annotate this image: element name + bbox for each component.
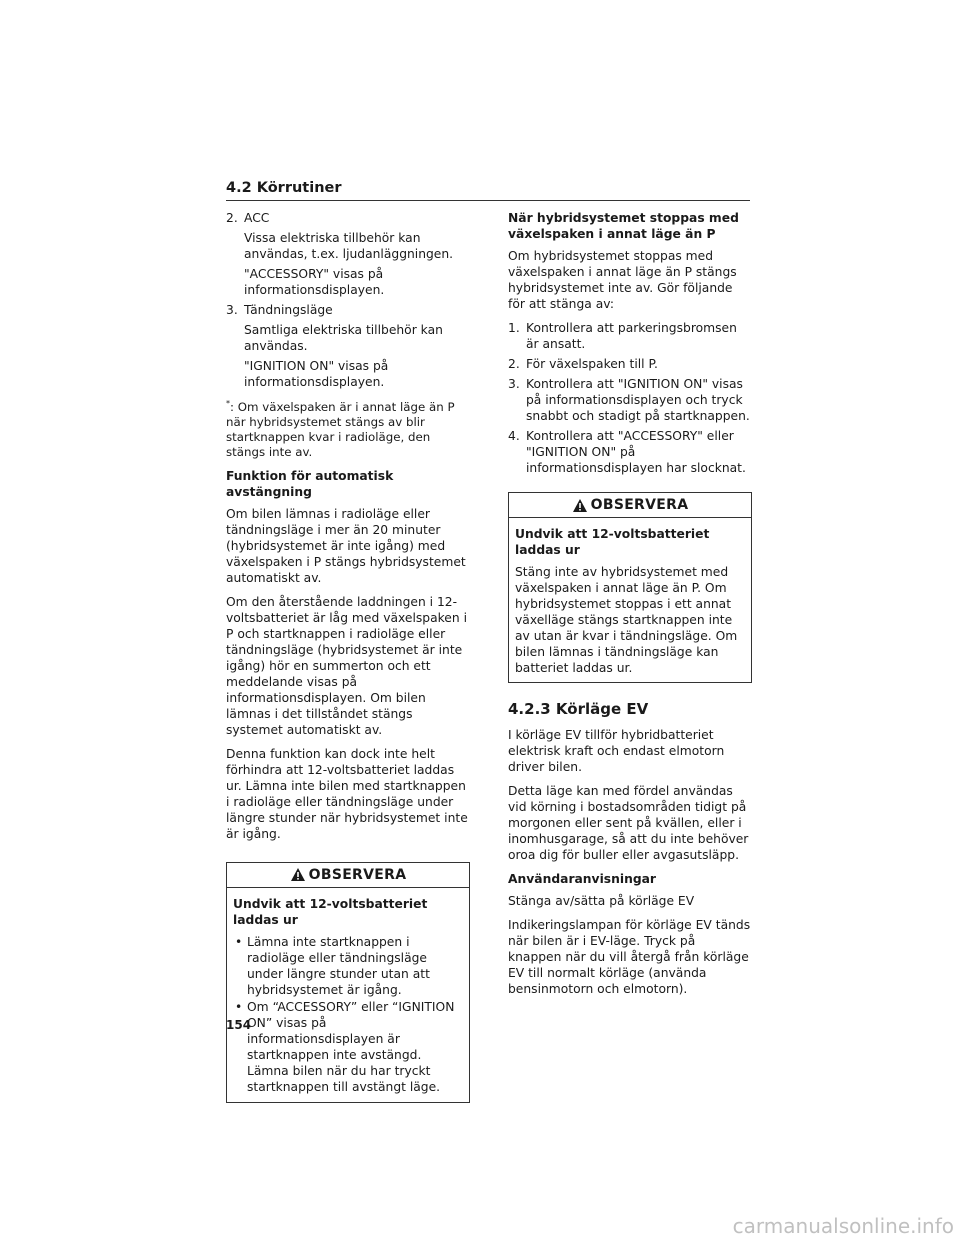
item-number: 1. xyxy=(508,321,520,335)
paragraph: Indikeringslampan för körläge EV tänds när bilen är i EV-läge. Tryck på knappen när du vill återgå från körläge EV till normalt körläge (använda bensinmotorn och elmotorn). xyxy=(508,918,751,996)
warning-icon xyxy=(290,867,306,882)
section-title-ev-mode: 4.2.3 Körläge EV xyxy=(508,700,649,718)
list-item: • Lämna inte startknappen i radioläge eller tändningsläge under längre stunder utan att hybridsystemet är igång. xyxy=(233,934,463,998)
item-title: ACC xyxy=(244,211,270,225)
list-item: • Om “ACCESSORY” eller “IGNITION ON” visas på informationsdisplayen är startknappen inte avstängd. Lämna bilen när du har tryckt startknappen till avstängt läge. xyxy=(233,999,463,1095)
notice-title: Undvik att 12-voltsbatteriet laddas ur xyxy=(233,896,428,927)
item-sub: "ACCESSORY" visas på informationsdisplayen. xyxy=(244,267,385,297)
subheading-auto-off: Funktion för automatisk avstängning xyxy=(226,468,394,499)
item-sub: Samtliga elektriska tillbehör kan användas. xyxy=(244,323,443,353)
section-header: 4.2 Körrutiner xyxy=(226,180,750,201)
notice-header xyxy=(509,493,751,518)
item-number: 4. xyxy=(508,429,520,443)
notice-body xyxy=(509,518,751,682)
paragraph: I körläge EV tillför hybridbatteriet elektrisk kraft och endast elmotorn driver bilen. xyxy=(508,728,725,774)
subheading-user-instructions: Användaranvisningar xyxy=(508,872,656,886)
paragraph: Om bilen lämnas i radioläge eller tändningsläge i mer än 20 minuter (hybridsystemet är inte igång) med växelspaken i P stängs hybridsystemet automatiskt av. xyxy=(226,506,466,585)
notice-box xyxy=(508,492,752,683)
list-item xyxy=(508,428,752,476)
list-item xyxy=(508,356,752,372)
list-item xyxy=(508,320,752,352)
left-column xyxy=(226,210,470,1103)
item-text: Kontrollera att parkeringsbromsen är ansatt. xyxy=(526,321,737,351)
item-number: 3. xyxy=(226,303,238,317)
item-text: För växelspaken till P. xyxy=(526,357,658,371)
footnote xyxy=(226,396,470,460)
notice-body xyxy=(227,888,469,1102)
page-number: 154 xyxy=(226,1018,252,1032)
item-number: 3. xyxy=(508,377,520,391)
steps-list xyxy=(508,320,752,476)
list-item xyxy=(508,376,752,424)
item-number: 2. xyxy=(508,357,520,371)
paragraph: Denna funktion kan dock inte helt förhindra att 12-voltsbatteriet laddas ur. Lämna inte bilen med startknappen i radioläge eller tändningsläge under längre stunder när hybridsystemet inte är igång. xyxy=(226,746,468,841)
right-column xyxy=(508,210,752,1005)
subheading-stop-not-p: När hybridsystemet stoppas med växelspaken i annat läge än P xyxy=(508,211,739,241)
item-sub: Vissa elektriska tillbehör kan användas, t.ex. ljudanläggningen. xyxy=(244,231,454,261)
paragraph: Stänga av/sätta på körläge EV xyxy=(508,894,695,908)
list-item xyxy=(226,302,470,390)
notice-label: OBSERVERA xyxy=(590,497,689,513)
notice-header xyxy=(227,863,469,888)
paragraph: Om den återstående laddningen i 12-voltsbatteriet är låg med växelspaken i P och startknappen i radioläge eller tändningsläge (hybridsystemet är inte igång) hör en summerton och ett meddelande visas på informationsdisplayen. Om bilen lämnas i det tillståndet stängs systemet automatiskt av. xyxy=(226,594,467,737)
footnote-mark: * xyxy=(226,399,230,408)
item-sub: "IGNITION ON" visas på informationsdisplayen. xyxy=(244,359,389,389)
item-number: 2. xyxy=(226,211,238,225)
ignition-mode-list xyxy=(226,210,470,390)
warning-icon xyxy=(572,498,588,513)
paragraph: Om hybridsystemet stoppas med växelspaken i annat läge än P stängs hybridsystemet inte av. Gör följande för att stänga av: xyxy=(508,249,737,311)
paragraph: Detta läge kan med fördel användas vid körning i bostadsområden tidigt på morgonen eller sent på kvällen, eller i inomhusgarage, så att du inte behöver oroa dig för buller eller avgasutsläpp. xyxy=(508,784,749,862)
notice-box xyxy=(226,862,470,1103)
list-item xyxy=(226,210,470,298)
footnote-text: : Om växelspaken är i annat läge än P när hybridsystemet stängs av blir startknappen kvar i radioläge, den stängs inte av. xyxy=(226,399,455,459)
notice-text: Stäng inte av hybridsystemet med växelspaken i annat läge än P. Om hybridsystemet stoppas i ett annat växelläge stängs startknappen inte av utan är kvar i tändningsläge. Om bilen lämnas i tändningsläge kan batteriet laddas ur. xyxy=(515,565,738,675)
notice-label: OBSERVERA xyxy=(308,866,407,883)
watermark: carmanualsonline.info xyxy=(732,1214,954,1238)
notice-bullets xyxy=(233,934,463,1095)
item-text: Kontrollera att "IGNITION ON" visas på informationsdisplayen och tryck snabbt och stadigt på startknappen. xyxy=(526,377,750,423)
item-title: Tändningsläge xyxy=(244,303,333,317)
notice-title: Undvik att 12-voltsbatteriet laddas ur xyxy=(515,527,710,557)
item-text: Kontrollera att "ACCESSORY" eller "IGNITION ON" på informationsdisplayen har slocknat. xyxy=(526,429,746,475)
